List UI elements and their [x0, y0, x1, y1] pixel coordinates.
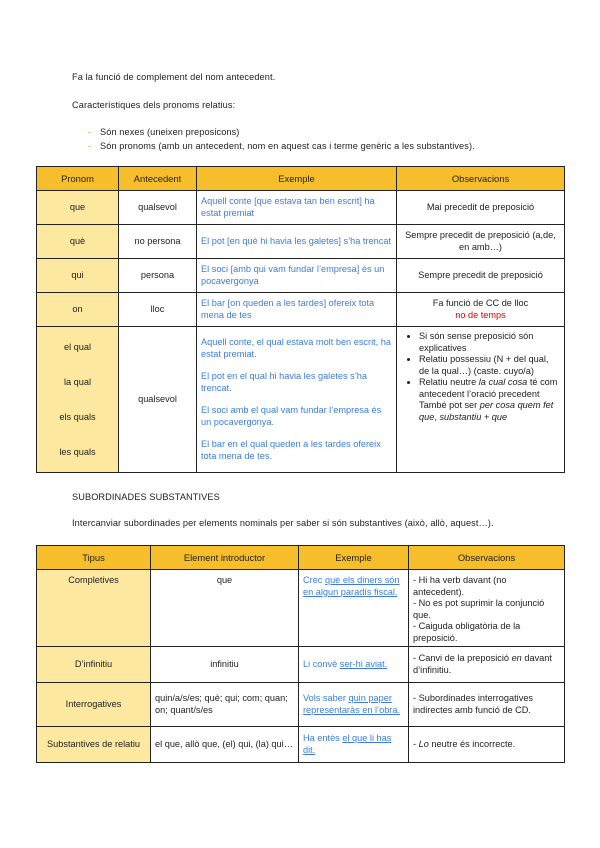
exemple-cell [197, 327, 397, 473]
exemple-cell: Aquell conte [que estava tan ben escrit] ha estat premiat [197, 191, 397, 225]
obs-text: , [434, 411, 440, 422]
list-item: - Són nexes (uneixen preposicons) [72, 125, 542, 139]
obs-text: També pot ser [419, 400, 480, 410]
obs-text: - Canvi de la preposició [413, 653, 512, 663]
observacions-cell [409, 647, 565, 683]
obs-italic: la cual cosa [478, 377, 528, 387]
exemple-highlight: que els diners són en algun paradís fiscal. [303, 575, 400, 597]
obs-italic: Lo [418, 738, 429, 749]
obs-note: no de temps [455, 309, 506, 320]
table-row [37, 570, 565, 647]
element-cell: quin/a/s/es; què; qui; com; quan; on; quant/s/es [151, 683, 299, 727]
exemple-cell [299, 647, 409, 683]
obs-text: Fa funció de CC de lloc [432, 298, 529, 308]
list-item [419, 377, 560, 423]
table-row [37, 683, 565, 727]
exemple-text: El soci amb el qual vam fundar l’empresa és un pocavergonya. [201, 405, 382, 427]
antecedent-cell: qualsevol [119, 191, 197, 225]
obs-text: neutre és incorrecte. [428, 738, 516, 749]
table-row [37, 225, 565, 259]
obs-text: Relatiu neutre [419, 377, 479, 387]
exemple-text: Aquell conte, el qual estava molt ben escrit, ha estat premiat. [201, 337, 391, 359]
exemple-highlight: ser-hi aviat. [339, 658, 388, 669]
observacions-cell [397, 327, 565, 473]
obs-text: - Hi ha verb davant (no antecedent). [413, 575, 507, 597]
exemple-highlight: el que li has dit. [303, 733, 392, 755]
observacions-cell [409, 570, 565, 647]
exemple-text: El bar en el qual queden a les tardes ofereix tota mena de tes. [201, 439, 381, 461]
observacions-cell: Sempre precedit de preposició [397, 259, 565, 293]
pronom-cell: qui [37, 259, 119, 293]
substantive-clauses-table [36, 545, 565, 763]
observacions-cell: Sempre precedit de preposició (a,de, en amb…) [397, 225, 565, 259]
tipus-cell: Interrogatives [37, 683, 151, 727]
obs-text: - Caiguda obligatòria de la preposició. [413, 621, 521, 643]
pronom-cell: què [37, 225, 119, 259]
observacions-cell: - Subordinades interrogatives indirectes amb funció de CD. [409, 683, 565, 727]
antecedent-cell: no persona [119, 225, 197, 259]
observacions-cell [409, 727, 565, 763]
exemple-highlight: quin paper representaràs en l’obra. [303, 693, 401, 715]
exemple-cell [299, 727, 409, 763]
exemple-cell [299, 570, 409, 647]
pronom-el-qual: el qual [63, 341, 92, 352]
table-row [37, 727, 565, 763]
obs-italic: per cosa quem fet que [419, 400, 554, 422]
tipus-cell: D’infinitiu [37, 647, 151, 683]
element-cell: infinitiu [151, 647, 299, 683]
exemple-text: El pot en el qual hi havia les galetes s’ha trencat. [201, 371, 367, 393]
obs-italic: substantiu + que [439, 411, 508, 422]
observacions-cell: Mai precedit de preposició [397, 191, 565, 225]
exemple-text: Vols saber [303, 693, 349, 703]
pronom-la-qual: la qual [63, 376, 92, 387]
table-row [37, 327, 565, 473]
antecedent-cell: persona [119, 259, 197, 293]
table-header-row [37, 546, 565, 570]
obs-italic: en [511, 653, 522, 663]
list-item: - Són pronoms (amb un antecedent, nom en aquest cas i terme genèric a les substantives). [72, 139, 542, 153]
obs-text: - No es pot suprimir la conjunció que. [413, 598, 545, 620]
table-row [37, 191, 565, 225]
header-observacions: Observacions [397, 167, 565, 191]
header-observacions: Observacions [409, 546, 565, 570]
exemple-text: Li convé [303, 658, 340, 669]
intro-line-2: Característiques dels pronoms relatius: [72, 100, 236, 110]
observacions-list [401, 331, 560, 423]
antecedent-cell: lloc [119, 293, 197, 327]
pronom-els-quals: els quals [59, 411, 96, 422]
exemple-cell: El pot [en què hi havia les galetes] s’ha trencat [197, 225, 397, 259]
observacions-cell [397, 293, 565, 327]
element-cell: el que, allò que, (el) qui, (la) qui… [151, 727, 299, 763]
element-cell: que [151, 570, 299, 647]
header-element: Element introductor [151, 546, 299, 570]
table-row [37, 259, 565, 293]
pronom-les-quals: les quals [59, 446, 96, 457]
tipus-cell: Substantives de relatiu [37, 727, 151, 763]
obs-text: - [413, 738, 419, 749]
exemple-cell [299, 683, 409, 727]
header-exemple: Exemple [197, 167, 397, 191]
obs-text: té com antecedent l’oració precedent [419, 377, 558, 399]
header-pronom: Pronom [37, 167, 119, 191]
exemple-text: Crec [303, 575, 325, 585]
tipus-cell: Completives [37, 570, 151, 647]
table-row [37, 647, 565, 683]
table-row [37, 293, 565, 327]
characteristics-list [72, 125, 542, 153]
header-tipus: Tipus [37, 546, 151, 570]
section-text: Intercanviar subordinades per elements nominals per saber si són substantives (això, allò, aquest…). [72, 518, 494, 528]
intro-line-1: Fa la funció de complement del nom antecedent. [72, 72, 276, 82]
header-exemple: Exemple [299, 546, 409, 570]
pronom-cell: on [37, 293, 119, 327]
exemple-cell: El soci [amb qui vam fundar l’empresa] és un pocavergonya [197, 259, 397, 293]
pronom-cell: que [37, 191, 119, 225]
antecedent-cell: qualsevol [119, 327, 197, 473]
table-header-row [37, 167, 565, 191]
exemple-cell: El bar [on queden a les tardes] ofereix tota mena de tes [197, 293, 397, 327]
section-heading: SUBORDINADES SUBSTANTIVES [72, 492, 220, 502]
relative-pronouns-table [36, 166, 565, 473]
pronom-cell [37, 327, 119, 473]
exemple-text: Ha entès [303, 733, 343, 743]
header-antecedent: Antecedent [119, 167, 197, 191]
list-item: • Si són sense preposició són explicatives [419, 331, 560, 354]
list-item: • Relatiu possessiu (N + del qual, de la qual…) (caste. cuyo/a) [419, 354, 560, 377]
obs-text: davant d’infinitiu. [413, 653, 552, 675]
